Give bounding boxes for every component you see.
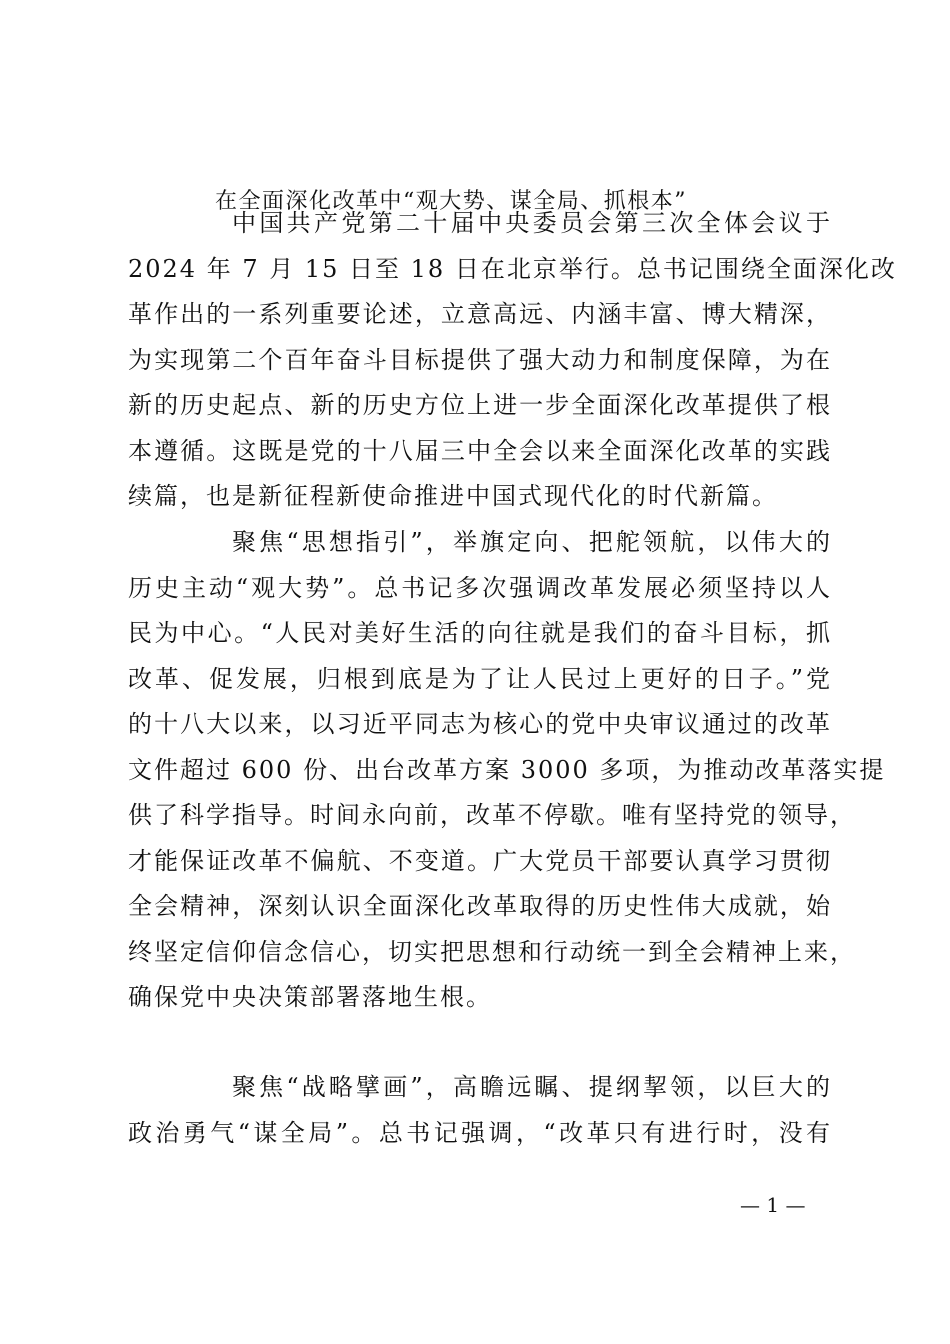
paragraph-line: 供了科学指导。时间永向前，改革不停歇。唯有坚持党的领导，: [128, 801, 856, 829]
paragraph-2: [128, 520, 886, 1021]
paragraph-line: 才能保证改革不偏航、不变道。广大党员干部要认真学习贯彻: [128, 846, 832, 875]
paragraph-line: 2024 年 7 月 15 日至 18 日在北京举行。总书记围绕全面深化改: [128, 254, 897, 283]
paragraph-1: [128, 201, 897, 520]
paragraph-line: 的十八大以来，以习近平同志为核心的党中央审议通过的改革: [128, 710, 832, 738]
paragraph-line: 民为中心。“人民对美好生活的向往就是我们的奋斗目标，抓: [128, 619, 832, 647]
paragraph-line: 终坚定信仰信念信心，切实把思想和行动统一到全会精神上来，: [128, 937, 856, 966]
paragraph-line: 改革、促发展，归根到底是为了让人民过上更好的日子。”党: [128, 664, 832, 693]
paragraph-3: [128, 1065, 832, 1156]
paragraph-line: 中国共产党第二十届中央委员会第三次全体会议于: [232, 209, 832, 237]
paragraph-line: 新的历史起点、新的历史方位上进一步全面深化改革提供了根: [128, 391, 832, 419]
page-number: — 1 —: [740, 1193, 806, 1217]
paragraph-line: 政治勇气“谋全局”。总书记强调，“改革只有进行时，没有: [128, 1118, 832, 1147]
document-title: 在全面深化改革中“观大势、谋全局、抓根本”: [215, 189, 687, 214]
paragraph-line: 历史主动“观大势”。总书记多次强调改革发展必须坚持以人: [128, 573, 832, 602]
paragraph-line: 为实现第二个百年奋斗目标提供了强大动力和制度保障，为在: [128, 345, 832, 374]
paragraph-line: 聚焦“战略擘画”，高瞻远瞩、提纲挈领，以巨大的: [232, 1073, 832, 1101]
paragraph-line: 聚焦“思想指引”，举旗定向、把舵领航，以伟大的: [232, 528, 832, 556]
paragraph-line: 确保党中央决策部署落地生根。: [128, 983, 492, 1011]
paragraph-line: 文件超过 600 份、出台改革方案 3000 多项，为推动改革落实提: [128, 755, 886, 784]
paragraph-line: 本遵循。这既是党的十八届三中全会以来全面深化改革的实践: [128, 436, 832, 465]
paragraph-line: 续篇，也是新征程新使命推进中国式现代化的时代新篇。: [128, 482, 778, 510]
paragraph-line: 革作出的一系列重要论述，立意高远、内涵丰富、博大精深，: [128, 300, 832, 328]
paragraph-line: 全会精神，深刻认识全面深化改革取得的历史性伟大成就，始: [128, 892, 832, 920]
